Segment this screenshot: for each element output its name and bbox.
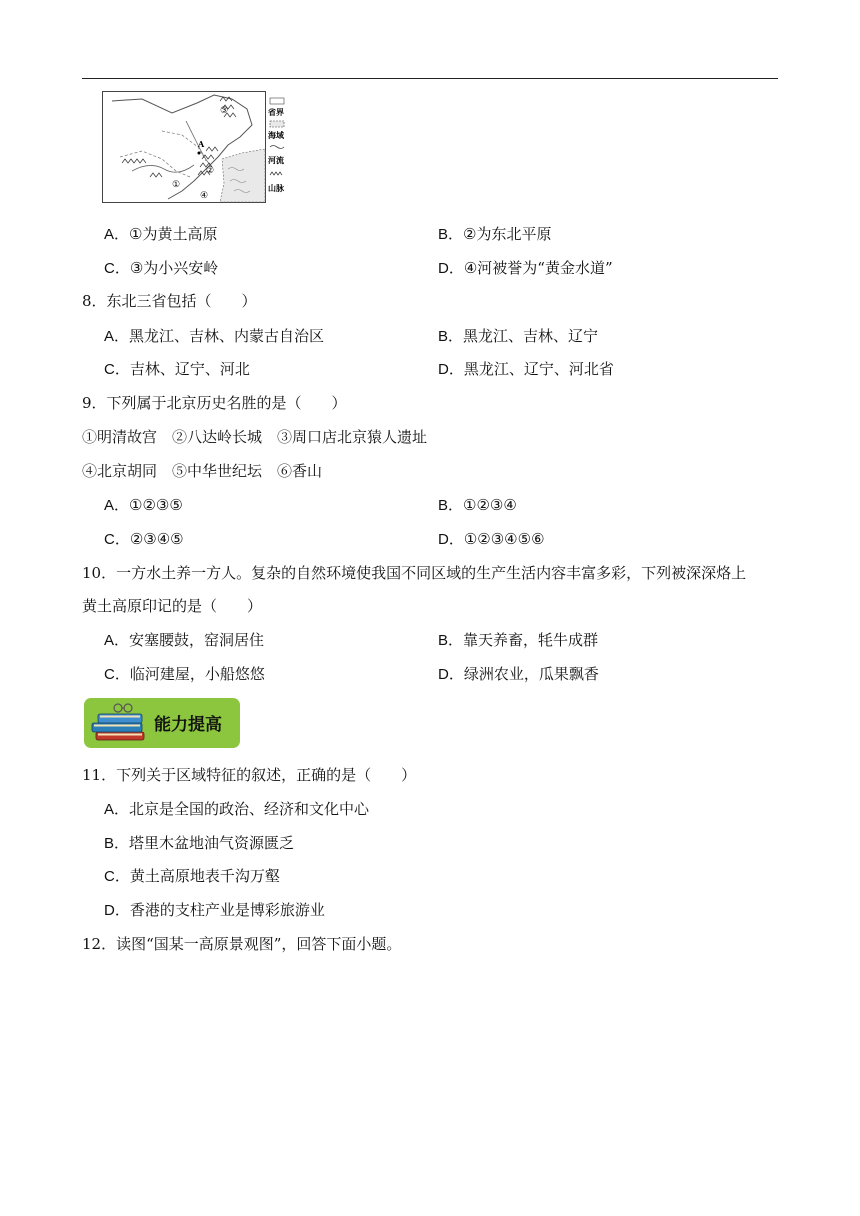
section-title: 能力提高 [154, 715, 222, 735]
q9-items-line-1: ①明清故宫 ②八达岭长城 ③周口店北京猿人遗址 [82, 428, 428, 446]
section-badge [84, 698, 240, 748]
q9-option-b[interactable]: B．①②③④ [438, 496, 517, 514]
legend-label: 省界 [268, 108, 284, 117]
q11-option-d[interactable]: D．香港的支柱产业是博彩旅游业 [104, 901, 325, 919]
q9-option-c[interactable]: C．②③④⑤ [104, 530, 184, 548]
map-marker: ④ [200, 191, 209, 201]
legend-label: 河流 [268, 156, 284, 165]
q8-option-b[interactable]: B．黑龙江、吉林、辽宁 [438, 327, 599, 345]
q11-option-a[interactable]: A．北京是全国的政治、经济和文化中心 [104, 800, 370, 818]
q9-stem: 9．下列属于北京历史名胜的是（ ） [82, 394, 347, 412]
q10-option-a[interactable]: A．安塞腰鼓，窑洞居住 [104, 631, 265, 649]
region-map-figure [102, 91, 290, 203]
q9-option-a[interactable]: A．①②③⑤ [104, 496, 183, 514]
q7-option-a[interactable]: A．①为黄土高原 [104, 225, 218, 243]
q9-items-line-2: ④北京胡同 ⑤中华世纪坛 ⑥香山 [82, 462, 323, 480]
q10-option-d[interactable]: D．绿洲农业，瓜果飘香 [438, 665, 599, 683]
q10-option-b[interactable]: B．靠天养畜，牦牛成群 [438, 631, 599, 649]
map-marker: A [198, 139, 205, 149]
q9-option-d[interactable]: D．①②③④⑤⑥ [438, 530, 545, 548]
q8-option-d[interactable]: D．黑龙江、辽宁、河北省 [438, 360, 614, 378]
legend-label: 海域 [268, 131, 284, 140]
header-rule [82, 78, 778, 79]
q8-stem: 8．东北三省包括（ ） [82, 292, 257, 310]
q11-stem: 11．下列关于区域特征的叙述，正确的是（ ） [82, 766, 417, 784]
map-marker: ① [172, 180, 181, 190]
legend-label: 山脉 [268, 184, 284, 193]
map-marker: ② [206, 166, 215, 176]
q8-option-a[interactable]: A．黑龙江、吉林、内蒙古自治区 [104, 327, 325, 345]
q8-option-c[interactable]: C．吉林、辽宁、河北 [104, 360, 250, 378]
q11-option-b[interactable]: B．塔里木盆地油气资源匮乏 [104, 834, 295, 852]
q7-option-d[interactable]: D．④河被誉为“黄金水道” [438, 259, 613, 277]
q12-stem: 12．读图“国某一高原景观图”，回答下面小题。 [82, 935, 402, 953]
q7-option-c[interactable]: C．③为小兴安岭 [104, 259, 219, 277]
q11-option-c[interactable]: C．黄土高原地表千沟万壑 [104, 867, 280, 885]
q7-option-b[interactable]: B．②为东北平原 [438, 225, 552, 243]
q10-stem-line-2: 黄土高原印记的是（ ） [82, 597, 263, 615]
q10-stem-line-1: 10．一方水土养一方人。复杂的自然环境使我国不同区域的生产生活内容丰富多彩，下列被深深烙上 [82, 564, 747, 582]
q10-option-c[interactable]: C．临河建屋，小船悠悠 [104, 665, 265, 683]
map-marker: ③ [220, 106, 229, 116]
